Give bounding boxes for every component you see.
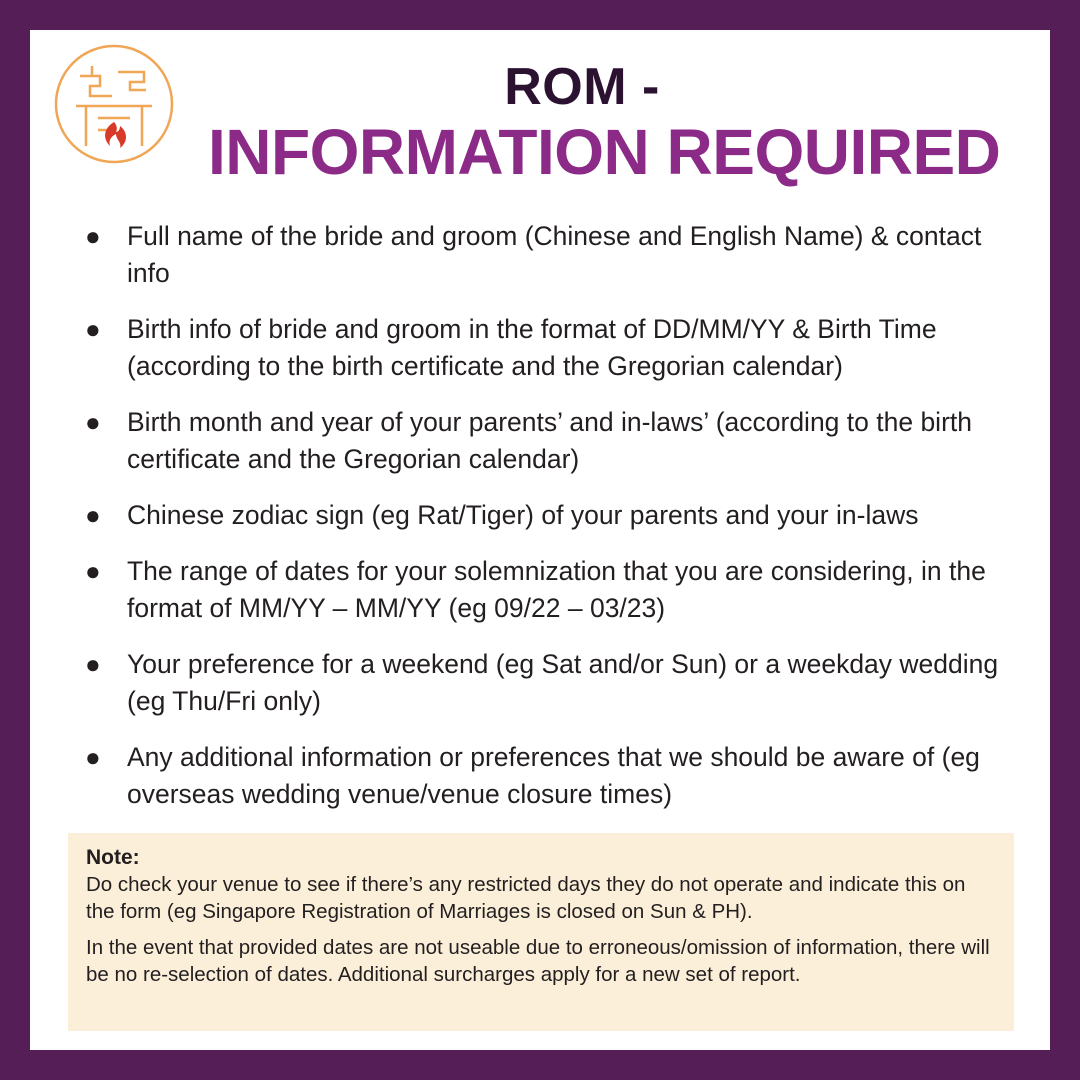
list-item	[30, 739, 1050, 813]
bullet-icon: ●	[85, 221, 101, 251]
bullet-icon: ●	[85, 500, 101, 530]
list-item	[30, 646, 1050, 720]
requirements-list	[30, 218, 1050, 832]
list-item	[30, 553, 1050, 627]
list-item	[30, 218, 1050, 292]
page-title-line2: INFORMATION REQUIRED	[208, 116, 1001, 188]
list-item-text: Chinese zodiac sign (eg Rat/Tiger) of your parents and your in-laws	[127, 500, 919, 530]
list-item-text: The range of dates for your solemnization that you are considering, in the format of MM/YY – MM/YY (eg 09/22 – 03/23)	[127, 556, 986, 623]
bullet-icon: ●	[85, 649, 101, 679]
page-title-line1: ROM -	[504, 58, 660, 116]
bullet-icon: ●	[85, 556, 101, 586]
list-item-text: Full name of the bride and groom (Chinese and English Name) & contact info	[127, 221, 982, 288]
list-item	[30, 311, 1050, 385]
note-paragraph-1: Do check your venue to see if there’s any restricted days they do not operate and indicate this on the form (eg Singapore Registration of Marriages is closed on Sun & PH).	[86, 873, 966, 923]
list-item	[30, 497, 1050, 534]
note-title: Note:	[86, 846, 140, 869]
list-item-text: Birth info of bride and groom in the format of DD/MM/YY & Birth Time (according to the birth certificate and the Gregorian calendar)	[127, 314, 937, 381]
bullet-icon: ●	[85, 742, 101, 772]
list-item-text: Your preference for a weekend (eg Sat and/or Sun) or a weekday wedding (eg Thu/Fri only)	[127, 649, 999, 716]
bullet-icon: ●	[85, 407, 101, 437]
info-card	[30, 30, 1050, 1050]
bullet-icon: ●	[85, 314, 101, 344]
note-box	[68, 833, 1014, 1031]
note-paragraph-2: In the event that provided dates are not useable due to erroneous/omission of information, there will be no re-selection of dates. Additional surcharges apply for a new set of report.	[86, 936, 990, 986]
list-item-text: Any additional information or preferences that we should be aware of (eg overseas wedding venue/venue closure times)	[127, 742, 980, 809]
list-item	[30, 404, 1050, 478]
list-item-text: Birth month and year of your parents’ and in-laws’ (according to the birth certificate and the Gregorian calendar)	[127, 407, 972, 474]
